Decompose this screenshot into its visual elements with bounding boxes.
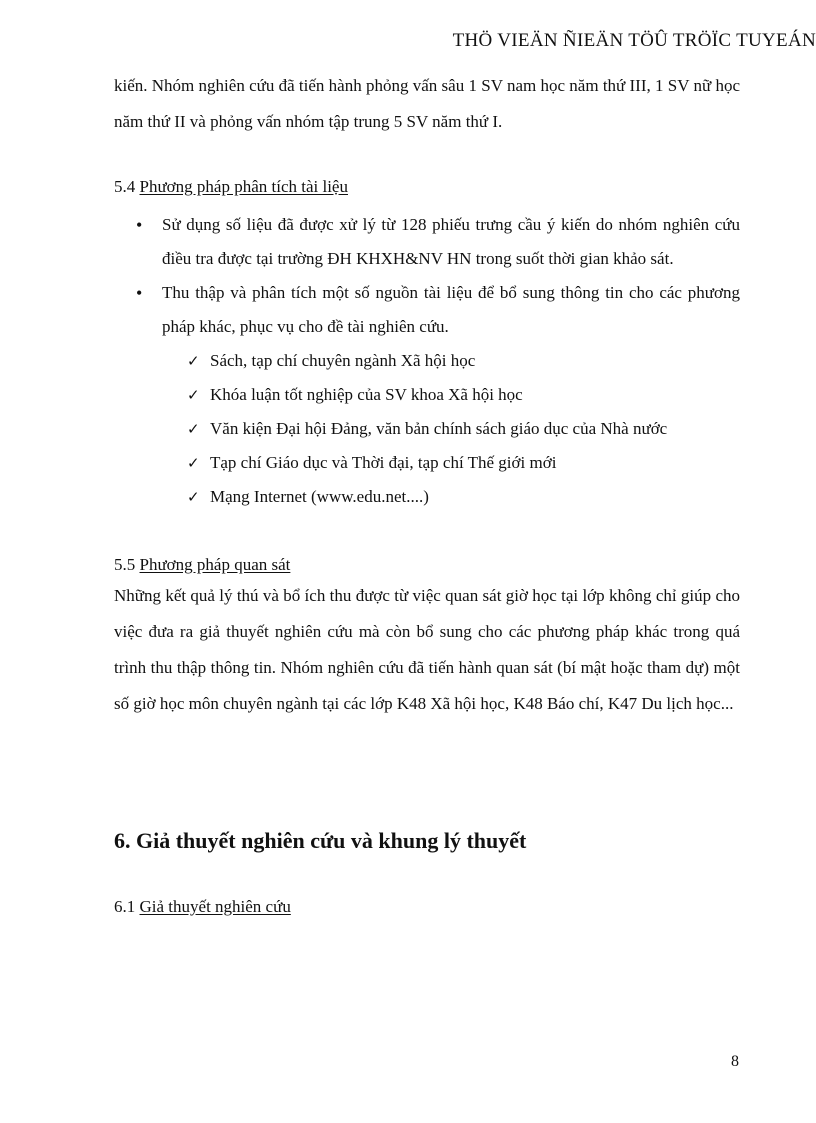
- checklist-item-label: Tạp chí Giáo dục và Thời đại, tạp chí Thế giới mới: [210, 453, 557, 472]
- bullet-item: • Sử dụng số liệu đã được xử lý từ 128 phiếu trưng cầu ý kiến do nhóm nghiên cứu điều tra được tại trường ĐH KHXH&NV HN trong suốt thời gian khảo sát.: [114, 208, 740, 276]
- intro-paragraph: kiến. Nhóm nghiên cứu đã tiến hành phỏng vấn sâu 1 SV nam học năm thứ III, 1 SV nữ học năm thứ II và phỏng vấn nhóm tập trung 5 SV năm thứ I.: [114, 76, 740, 131]
- section-5-5-heading: [114, 552, 740, 578]
- checklist-item-label: Văn kiện Đại hội Đảng, văn bản chính sách giáo dục của Nhà nước: [210, 419, 668, 438]
- checklist-item-label: Khóa luận tốt nghiệp của SV khoa Xã hội học: [210, 385, 523, 404]
- section-5-4-number: 5.4: [114, 177, 136, 196]
- section-5-5-paragraph: Những kết quả lý thú và bổ ích thu được từ việc quan sát giờ học tại lớp không chỉ giúp cho việc đưa ra giả thuyết nghiên cứu mà còn bổ sung cho các phương pháp khác trong quá trình thu thập thông tin. Nhóm nghiên cứu đã tiến hành quan sát (bí mật hoặc tham dự) một số giờ học môn chuyên ngành tại các lớp K48 Xã hội học, K48 Báo chí, K47 Du lịch học...: [114, 586, 740, 713]
- checklist-item: [114, 378, 740, 412]
- section-6-1-heading: [114, 894, 740, 920]
- section-5-5-title: Phương pháp quan sát: [139, 555, 291, 574]
- section-6-1-title: Giả thuyết nghiên cứu: [139, 897, 291, 916]
- checklist-item: [114, 480, 740, 514]
- spacer: [114, 140, 740, 174]
- document-body: [114, 68, 740, 920]
- section-6-1-number: 6.1: [114, 897, 136, 916]
- bullet-item: • Thu thập và phân tích một số nguồn tài liệu để bổ sung thông tin cho các phương pháp khác, phục vụ cho đề tài nghiên cứu.: [114, 276, 740, 344]
- check-icon: ✓: [187, 352, 200, 370]
- checklist: [114, 344, 740, 514]
- checklist-item-label: Mạng Internet (www.edu.net....): [210, 487, 429, 506]
- checklist-item: [114, 344, 740, 378]
- page-header: THÖ VIEÄN ÑIEÄN TÖÛ TRÖÏC TUYEÁN: [452, 30, 816, 51]
- check-icon: ✓: [187, 488, 200, 506]
- checklist-item-label: Sách, tạp chí chuyên ngành Xã hội học: [210, 351, 476, 370]
- bullet-list: [114, 208, 740, 344]
- spacer: [114, 856, 740, 894]
- page-number: 8: [731, 1053, 739, 1070]
- section-6-heading: 6. Giả thuyết nghiên cứu và khung lý thuyết: [114, 828, 527, 853]
- section-5-4-title: Phương pháp phân tích tài liệu: [139, 177, 348, 196]
- check-icon: ✓: [187, 454, 200, 472]
- spacer: [114, 200, 740, 208]
- check-icon: ✓: [187, 420, 200, 438]
- checklist-item: [114, 412, 740, 446]
- spacer: [114, 514, 740, 552]
- check-icon: ✓: [187, 386, 200, 404]
- checklist-item: [114, 446, 740, 480]
- spacer: [114, 722, 740, 826]
- section-5-4-heading: [114, 174, 740, 200]
- section-5-5-number: 5.5: [114, 555, 136, 574]
